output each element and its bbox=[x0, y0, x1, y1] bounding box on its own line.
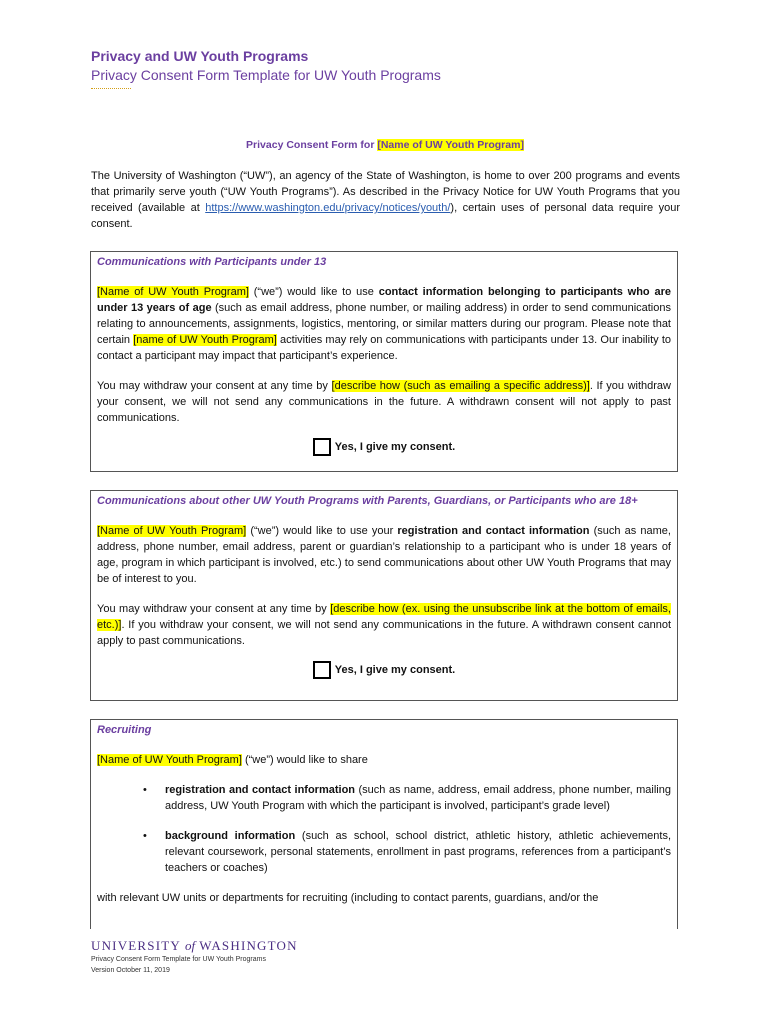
consent-row bbox=[97, 661, 671, 679]
section-paragraph bbox=[97, 284, 671, 364]
paragraph-text: . If you withdraw your consent, we will not send any communications in the future. A withdrawn consent will not apply to past communications. bbox=[97, 380, 671, 424]
header-divider bbox=[91, 88, 131, 89]
uw-logo bbox=[91, 938, 298, 954]
section-title: Communications about other UW Youth Programs with Parents, Guardians, or Participants who are 18+ bbox=[97, 495, 638, 507]
bullet-icon: • bbox=[143, 830, 147, 842]
paragraph-text: (“we”) would like to use your bbox=[246, 525, 398, 537]
consent-checkbox[interactable] bbox=[313, 438, 331, 456]
form-title-placeholder: [Name of UW Youth Program] bbox=[377, 139, 524, 151]
footer-version: Version October 11, 2019 bbox=[91, 967, 170, 974]
paragraph-bold: contact information belonging to participants who are under 13 years of age bbox=[97, 286, 671, 314]
list-item bbox=[97, 782, 671, 814]
consent-label: Yes, I give my consent. bbox=[334, 440, 456, 453]
logo-text: of bbox=[184, 938, 196, 953]
withdraw-method-placeholder: [describe how (such as emailing a specific address)] bbox=[331, 380, 590, 392]
intro-paragraph bbox=[91, 168, 680, 232]
bullet-icon: • bbox=[143, 784, 147, 796]
withdraw-paragraph bbox=[97, 378, 671, 426]
program-name-placeholder: [name of UW Youth Program] bbox=[133, 334, 277, 346]
header-subtitle: Privacy Consent Form Template for UW Youth Programs bbox=[91, 67, 441, 83]
withdraw-paragraph bbox=[97, 601, 671, 649]
logo-text: UNIVERSITY bbox=[91, 938, 185, 953]
section-paragraph bbox=[97, 752, 671, 768]
header-title: Privacy and UW Youth Programs bbox=[91, 48, 309, 64]
paragraph-bold: registration and contact information bbox=[397, 525, 590, 537]
section-recruiting bbox=[90, 719, 678, 929]
list-item-text: (such as name, address, email address, phone number, mailing address, UW Youth Program with which the participant is involved, participant’s grade level) bbox=[165, 784, 671, 812]
list-item-text: (such as school, school district, athletic history, athletic achievements, relevant coursework, personal statements, enrollment in past programs, references from a participant’s teachers or coaches) bbox=[165, 830, 671, 874]
paragraph-text: You may withdraw your consent at any time by bbox=[97, 380, 332, 392]
section-title: Recruiting bbox=[97, 724, 152, 736]
list-item-bold: registration and contact information bbox=[165, 784, 356, 796]
intro-text-before: The University of Washington (“UW”), an agency of the State of Washington, is home to over 200 programs and events that primarily serve youth (“UW Youth Programs”). As described in the Privacy Notice for UW Youth Programs that you received (available at bbox=[91, 170, 680, 214]
section-communications-other-programs bbox=[90, 490, 678, 701]
program-name-placeholder: [Name of UW Youth Program] bbox=[97, 525, 247, 537]
section-paragraph bbox=[97, 523, 671, 587]
paragraph-text: You may withdraw your consent at any time by bbox=[97, 603, 331, 615]
section-communications-under-13 bbox=[90, 251, 678, 472]
consent-row bbox=[97, 438, 671, 456]
paragraph-text: (“we”) would like to use bbox=[248, 286, 379, 298]
paragraph-text: (“we”) would like to share bbox=[241, 754, 368, 766]
paragraph-text: activities may rely on communications with participants under 13. Our inability to contact a participant may impact that participant’s experience. bbox=[97, 334, 671, 362]
consent-label: Yes, I give my consent. bbox=[334, 663, 456, 676]
paragraph-text: (such as email address, phone number, or mailing address) in order to send communications relating to announcements, assignments, logistics, mentoring, or similar matters during our program. Please note that certain bbox=[97, 302, 671, 346]
list-item-bold: background information bbox=[165, 830, 296, 842]
form-title bbox=[0, 139, 770, 151]
list-item bbox=[97, 828, 671, 876]
paragraph-text: . If you withdraw your consent, we will not send any communications in the future. A withdrawn consent cannot apply to past communications. bbox=[97, 619, 671, 647]
intro-text-after: ), certain uses of personal data require your consent. bbox=[91, 202, 680, 230]
paragraph-text: (such as name, address, phone number, email address, parent or guardian’s relationship to a participant who is under 18 years of age, program in which participant is involved, etc.) to send communications about other UW Youth Programs that may be of interest to you. bbox=[97, 525, 671, 585]
section-paragraph: with relevant UW units or departments for recruiting (including to contact parents, guardians, and/or the bbox=[97, 892, 599, 904]
program-name-placeholder: [Name of UW Youth Program] bbox=[97, 286, 249, 298]
footer-document-title: Privacy Consent Form Template for UW Youth Programs bbox=[91, 956, 266, 963]
data-types-list bbox=[97, 782, 671, 876]
form-title-prefix: Privacy Consent Form for bbox=[246, 139, 378, 151]
consent-checkbox[interactable] bbox=[313, 661, 331, 679]
section-title: Communications with Participants under 13 bbox=[97, 256, 327, 268]
logo-text: WASHINGTON bbox=[195, 938, 298, 953]
privacy-notice-link[interactable]: https://www.washington.edu/privacy/notices/youth/ bbox=[205, 202, 451, 214]
program-name-placeholder: [Name of UW Youth Program] bbox=[97, 754, 242, 766]
withdraw-method-placeholder: [describe how (ex. using the unsubscribe link at the bottom of emails, etc.)] bbox=[97, 603, 671, 631]
